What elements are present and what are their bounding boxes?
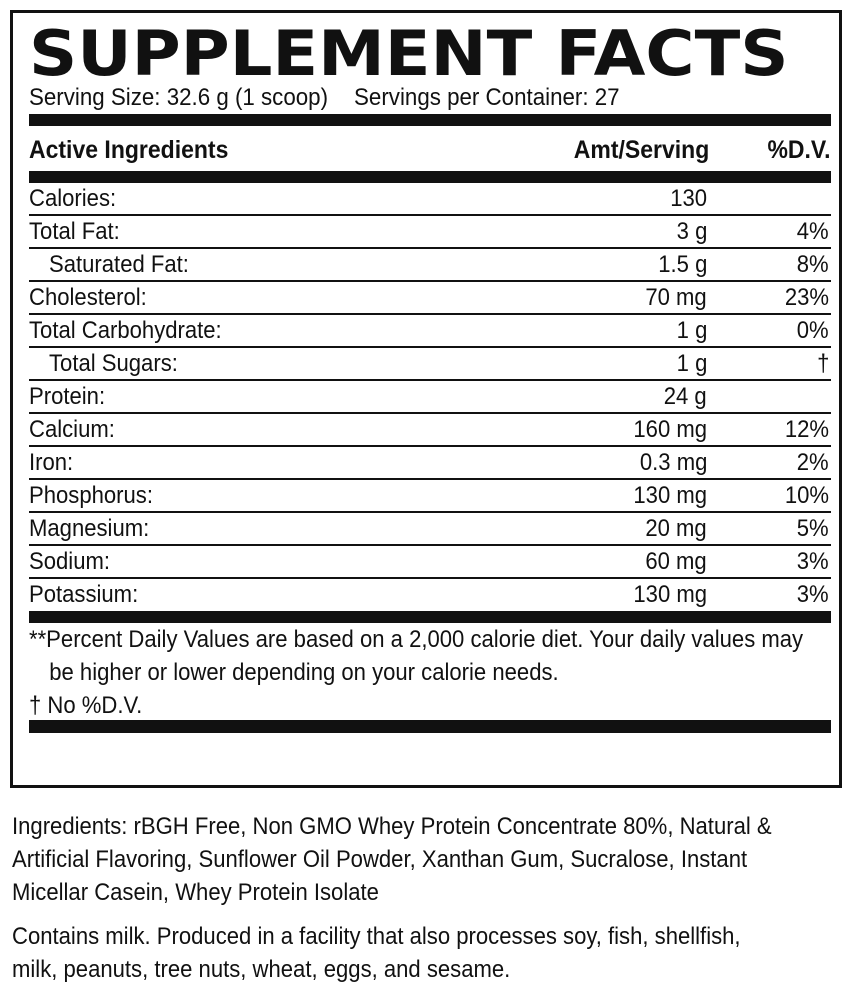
nutrient-dv: 5% bbox=[797, 515, 829, 542]
header-daily-value: %D.V. bbox=[767, 136, 831, 164]
nutrient-dv: 8% bbox=[797, 251, 829, 278]
nutrient-name: Iron: bbox=[29, 449, 74, 476]
table-row bbox=[29, 579, 831, 612]
table-row bbox=[29, 513, 831, 546]
nutrient-dv: 4% bbox=[797, 218, 829, 245]
servings-per-container: Servings per Container: 27 bbox=[354, 84, 620, 111]
table-row bbox=[29, 183, 831, 216]
divider-end bbox=[29, 720, 831, 733]
ingredients-list bbox=[12, 810, 852, 909]
nutrient-amount: 3 g bbox=[676, 218, 707, 245]
nutrient-amount: 1 g bbox=[676, 350, 707, 377]
table-row bbox=[29, 381, 831, 414]
table-row bbox=[29, 480, 831, 513]
allergen-line: milk, peanuts, tree nuts, wheat, eggs, and sesame. bbox=[12, 956, 511, 983]
nutrient-amount: 60 mg bbox=[645, 548, 707, 575]
table-row bbox=[29, 447, 831, 480]
supplement-facts-panel bbox=[10, 10, 842, 788]
table-row bbox=[29, 249, 831, 282]
nutrient-name: Total Fat: bbox=[29, 218, 120, 245]
nutrient-amount: 1.5 g bbox=[657, 251, 707, 278]
nutrient-dv: 23% bbox=[784, 284, 829, 311]
daily-value-footnote bbox=[29, 623, 839, 722]
nutrient-name: Sodium: bbox=[29, 548, 111, 575]
ingredients-line: Ingredients: rBGH Free, Non GMO Whey Protein Concentrate 80%, Natural & bbox=[12, 813, 772, 840]
nutrient-amount: 0.3 mg bbox=[639, 449, 707, 476]
nutrient-table bbox=[29, 183, 831, 612]
footnote-line: **Percent Daily Values are based on a 2,000 calorie diet. Your daily values may bbox=[29, 626, 804, 653]
nutrient-amount: 24 g bbox=[664, 383, 707, 410]
nutrient-name: Magnesium: bbox=[29, 515, 150, 542]
nutrient-amount: 20 mg bbox=[645, 515, 707, 542]
nutrient-name: Saturated Fat: bbox=[49, 251, 189, 278]
divider-top bbox=[29, 114, 831, 126]
allergen-line: Contains milk. Produced in a facility that also processes soy, fish, shellfish, bbox=[12, 923, 741, 950]
nutrient-name: Total Sugars: bbox=[49, 350, 178, 377]
serving-info bbox=[29, 83, 620, 113]
nutrient-dv: 10% bbox=[784, 482, 829, 509]
allergen-statement bbox=[12, 920, 852, 986]
nutrient-dv: † bbox=[816, 350, 829, 377]
nutrient-name: Phosphorus: bbox=[29, 482, 153, 509]
header-active-ingredients: Active Ingredients bbox=[29, 136, 229, 164]
table-row bbox=[29, 414, 831, 447]
nutrient-amount: 160 mg bbox=[633, 416, 707, 443]
nutrient-dv: 3% bbox=[797, 581, 829, 608]
nutrient-amount: 130 bbox=[670, 185, 707, 212]
footnote-line: be higher or lower depending on your calorie needs. bbox=[49, 659, 559, 686]
nutrient-amount: 130 mg bbox=[633, 581, 707, 608]
table-row bbox=[29, 315, 831, 348]
nutrient-dv: 0% bbox=[797, 317, 829, 344]
nutrient-dv: 3% bbox=[797, 548, 829, 575]
divider-bottom bbox=[29, 611, 831, 623]
nutrient-dv: 2% bbox=[797, 449, 829, 476]
header-amount: Amt/Serving bbox=[573, 136, 709, 164]
dagger-note: † No %D.V. bbox=[29, 692, 143, 719]
nutrient-name: Calcium: bbox=[29, 416, 115, 443]
panel-title: SUPPLEMENT FACTS bbox=[29, 17, 789, 90]
table-row bbox=[29, 282, 831, 315]
nutrient-dv: 12% bbox=[784, 416, 829, 443]
ingredients-line: Micellar Casein, Whey Protein Isolate bbox=[12, 879, 379, 906]
ingredients-line: Artificial Flavoring, Sunflower Oil Powder, Xanthan Gum, Sucralose, Instant bbox=[12, 846, 748, 873]
table-row bbox=[29, 216, 831, 249]
nutrient-amount: 130 mg bbox=[633, 482, 707, 509]
table-header bbox=[29, 131, 831, 169]
table-row bbox=[29, 348, 831, 381]
table-row bbox=[29, 546, 831, 579]
divider-header bbox=[29, 171, 831, 183]
nutrient-name: Calories: bbox=[29, 185, 117, 212]
nutrient-name: Protein: bbox=[29, 383, 106, 410]
serving-size: Serving Size: 32.6 g (1 scoop) bbox=[29, 84, 329, 111]
nutrient-name: Cholesterol: bbox=[29, 284, 147, 311]
nutrient-amount: 1 g bbox=[676, 317, 707, 344]
nutrient-amount: 70 mg bbox=[645, 284, 707, 311]
nutrient-name: Total Carbohydrate: bbox=[29, 317, 222, 344]
nutrient-name: Potassium: bbox=[29, 581, 139, 608]
